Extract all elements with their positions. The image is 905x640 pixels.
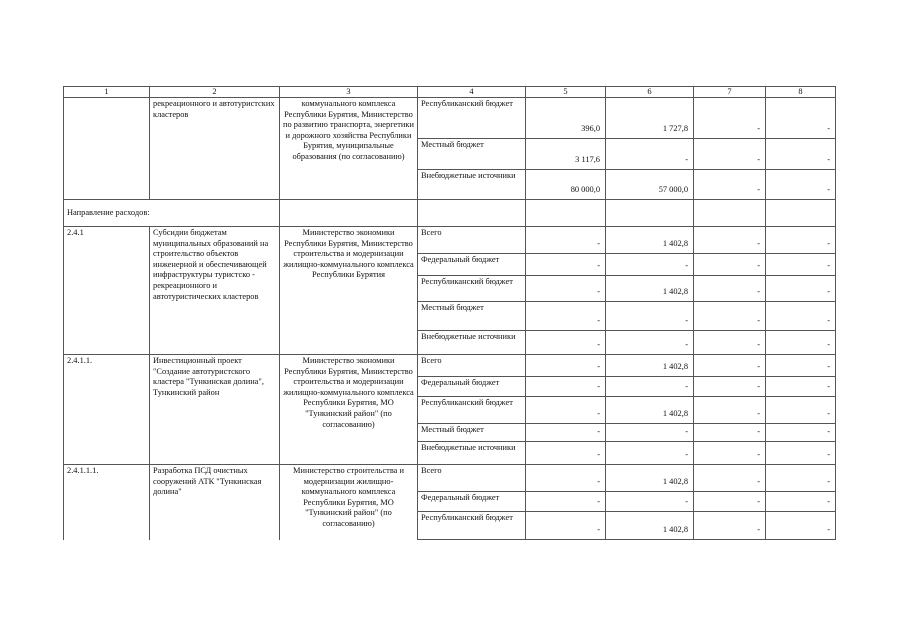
value-col7: - [694, 139, 766, 170]
value-col8: - [766, 377, 836, 397]
code-cell: 2.4.1.1. [64, 355, 150, 465]
source-cell: Местный бюджет [418, 302, 526, 331]
value-col6: - [606, 377, 694, 397]
value-col5: - [526, 442, 606, 465]
value-col6: - [606, 492, 694, 512]
header-col-2: 2 [150, 87, 280, 98]
source-cell: Федеральный бюджет [418, 492, 526, 512]
value-col7: - [694, 355, 766, 377]
value-col5: - [526, 302, 606, 331]
value-col6: 1 402,8 [606, 227, 694, 254]
value-col6: - [606, 442, 694, 465]
value-col6: - [606, 139, 694, 170]
source-cell: Республиканский бюджет [418, 276, 526, 302]
value-col7: - [694, 254, 766, 276]
value-col6: - [606, 254, 694, 276]
value-col7: - [694, 227, 766, 254]
executor-cell: Министерство строительства и модернизации жилищно-коммунального комплекса Республики Бурятия, МО "Тункинский район" (по согласованию) [280, 465, 418, 540]
value-col6: 57 000,0 [606, 170, 694, 200]
source-cell: Республиканский бюджет [418, 512, 526, 540]
value-col7: - [694, 424, 766, 442]
name-cell: Разработка ПСД очистных сооружений АТК "Тункинская долина" [150, 465, 280, 540]
value-col8: - [766, 492, 836, 512]
value-col5: - [526, 227, 606, 254]
value-col8: - [766, 512, 836, 540]
value-col5: - [526, 355, 606, 377]
value-col6: - [606, 424, 694, 442]
value-col5: 80 000,0 [526, 170, 606, 200]
value-col8: - [766, 397, 836, 424]
value-col8: - [766, 139, 836, 170]
source-cell: Всего [418, 465, 526, 492]
table-row [64, 98, 836, 139]
value-col8: - [766, 331, 836, 355]
value-col5: 3 117,6 [526, 139, 606, 170]
value-col5: - [526, 331, 606, 355]
source-cell: Местный бюджет [418, 139, 526, 170]
table-row [64, 465, 836, 492]
value-col7: - [694, 377, 766, 397]
source-cell: Внебюджетные источники [418, 331, 526, 355]
value-col7: - [694, 465, 766, 492]
value-col8: - [766, 254, 836, 276]
value-col7: - [694, 98, 766, 139]
direction-row [64, 200, 836, 227]
value-col7: - [694, 397, 766, 424]
executor-cell: Министерство экономики Республики Бурятия, Министерство строительства и модернизации жилищно-коммунального комплекса Республики Бурятия [280, 227, 418, 355]
value-col6: 1 402,8 [606, 465, 694, 492]
header-col-6: 6 [606, 87, 694, 98]
value-col8: - [766, 424, 836, 442]
value-col6: 1 727,8 [606, 98, 694, 139]
direction-label: Направление расходов: [64, 200, 280, 227]
value-col7: - [694, 442, 766, 465]
header-col-3: 3 [280, 87, 418, 98]
header-col-5: 5 [526, 87, 606, 98]
value-col6: 1 402,8 [606, 512, 694, 540]
source-cell: Внебюджетные источники [418, 170, 526, 200]
table-row [64, 355, 836, 377]
value-col6: 1 402,8 [606, 355, 694, 377]
value-col7: - [694, 276, 766, 302]
source-cell: Федеральный бюджет [418, 377, 526, 397]
value-col5: 396,0 [526, 98, 606, 139]
value-col7: - [694, 492, 766, 512]
code-cell [64, 98, 150, 200]
table-row [64, 227, 836, 254]
name-cell: Субсидии бюджетам муниципальных образований на строительство объектов инженерной и обеспечивающей инфраструктуры туристско - рекреационного и автотуристических кластеров [150, 227, 280, 355]
executor-cell: Министерство экономики Республики Бурятия, Министерство строительства и модернизации жилищно-коммунального комплекса Республики Бурятия, МО "Тункинский район" (по согласованию) [280, 355, 418, 465]
value-col8: - [766, 276, 836, 302]
value-col7: - [694, 512, 766, 540]
value-col8: - [766, 227, 836, 254]
value-col5: - [526, 276, 606, 302]
value-col8: - [766, 442, 836, 465]
source-cell: Федеральный бюджет [418, 254, 526, 276]
value-col6: - [606, 302, 694, 331]
value-col7: - [694, 331, 766, 355]
source-cell: Республиканский бюджет [418, 98, 526, 139]
source-cell: Внебюджетные источники [418, 442, 526, 465]
header-col-8: 8 [766, 87, 836, 98]
source-cell: Всего [418, 227, 526, 254]
value-col8: - [766, 98, 836, 139]
value-col8: - [766, 465, 836, 492]
value-col8: - [766, 355, 836, 377]
source-cell: Республиканский бюджет [418, 397, 526, 424]
value-col7: - [694, 302, 766, 331]
value-col5: - [526, 377, 606, 397]
source-cell: Местный бюджет [418, 424, 526, 442]
value-col5: - [526, 492, 606, 512]
executor-cell: коммунального комплекса Республики Бурятия, Министерство по развитию транспорта, энергетики и дорожного хозяйства Республики Бурятия, муниципальные образования (по согласованию) [280, 98, 418, 200]
value-col8: - [766, 302, 836, 331]
code-cell: 2.4.1.1.1. [64, 465, 150, 540]
header-col-4: 4 [418, 87, 526, 98]
value-col6: 1 402,8 [606, 276, 694, 302]
value-col5: - [526, 465, 606, 492]
value-col8: - [766, 170, 836, 200]
value-col5: - [526, 512, 606, 540]
value-col5: - [526, 424, 606, 442]
source-cell: Всего [418, 355, 526, 377]
budget-table [63, 86, 836, 540]
name-cell: Инвестиционный проект "Создание автотуристского кластера "Тункинская долина", Тункинский район [150, 355, 280, 465]
value-col5: - [526, 254, 606, 276]
header-col-1: 1 [64, 87, 150, 98]
value-col6: - [606, 331, 694, 355]
value-col6: 1 402,8 [606, 397, 694, 424]
header-row [64, 87, 836, 98]
value-col5: - [526, 397, 606, 424]
name-cell: рекреационного и автотуристских кластеров [150, 98, 280, 200]
code-cell: 2.4.1 [64, 227, 150, 355]
header-col-7: 7 [694, 87, 766, 98]
value-col7: - [694, 170, 766, 200]
